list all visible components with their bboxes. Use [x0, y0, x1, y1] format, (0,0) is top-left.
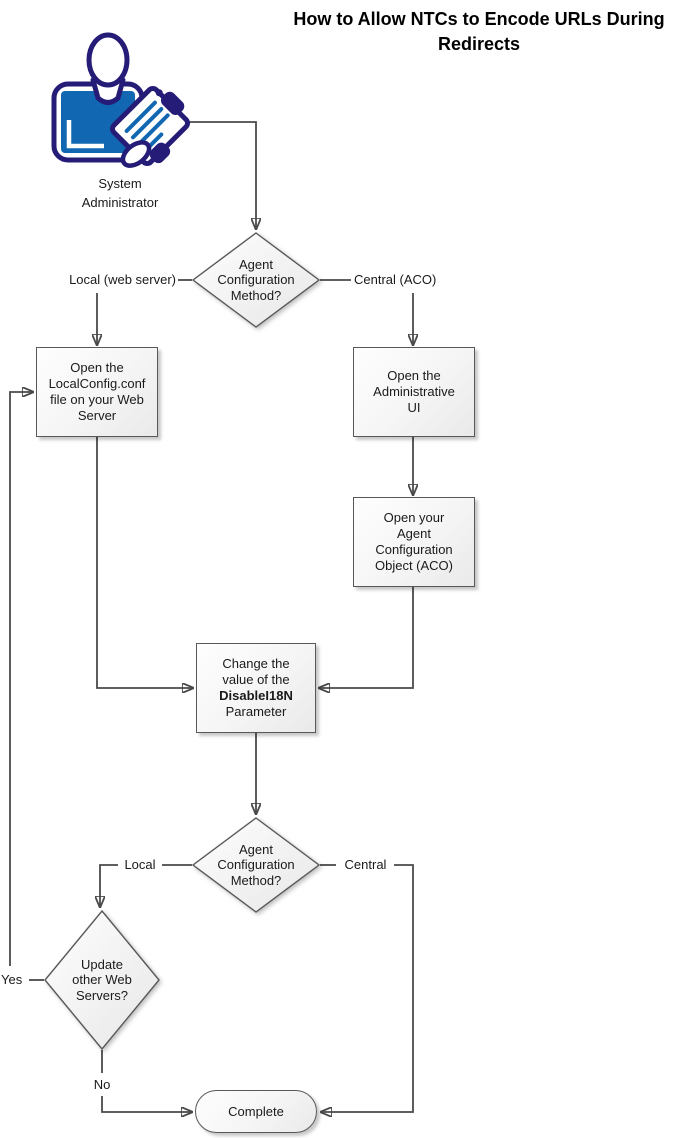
- node-label-line: Open the: [70, 360, 124, 375]
- edge-label-local-web-server: Local (web server): [69, 272, 176, 287]
- node-decision-config-method-2: [192, 817, 320, 913]
- node-label-line: UI: [407, 400, 421, 415]
- edge-label-central: Central: [344, 857, 387, 872]
- edge-label-no: No: [93, 1077, 111, 1092]
- edge-label-local: Local: [124, 857, 156, 872]
- connector-open-localconfig-to-change: [97, 437, 193, 688]
- node-label-line: file on your Web: [50, 392, 144, 407]
- actor-label-line: System: [98, 176, 142, 191]
- page-title-line: How to Allow NTCs to Encode URLs During: [293, 9, 665, 29]
- node-decision-config-method-1: [192, 232, 320, 328]
- node-label: [373, 368, 455, 416]
- node-decision-update-servers: [44, 910, 160, 1050]
- edge-label-central-aco: Central (ACO): [354, 272, 437, 287]
- node-complete: [195, 1090, 317, 1133]
- node-label: [72, 957, 132, 1004]
- page-title: [259, 7, 699, 57]
- node-label-line: Change the: [222, 656, 290, 671]
- node-label-line: Agent: [239, 256, 273, 272]
- connector-actor-to-decision1: [188, 122, 256, 229]
- connector-open-aco-to-change: [319, 587, 413, 688]
- node-label-line: Parameter: [225, 704, 287, 719]
- node-label-line: Configuration: [375, 542, 453, 557]
- node-label-line: Agent: [397, 526, 431, 541]
- system-administrator-icon: [50, 30, 190, 175]
- page-title-line: Redirects: [437, 34, 521, 54]
- node-label-line: Servers?: [75, 987, 129, 1003]
- node-label-line: Server: [77, 408, 117, 423]
- node-label: Complete: [228, 1103, 284, 1119]
- node-label: [375, 510, 453, 574]
- connector-central-label-to-complete: [321, 865, 413, 1112]
- node-label: [49, 360, 146, 424]
- node-label-line: Administrative: [373, 384, 455, 399]
- connector-no-label-to-complete: [102, 1096, 192, 1112]
- node-label-line-bold: DisableI18N: [219, 688, 293, 703]
- node-label-line: other Web: [72, 972, 132, 988]
- node-label: [219, 656, 293, 720]
- edge-label-yes: Yes: [1, 972, 23, 987]
- connector-local-label-to-decision3: [100, 865, 118, 907]
- node-label-line: Configuration: [217, 857, 295, 873]
- actor-label-line: Administrator: [81, 195, 159, 210]
- node-label-line: Update: [81, 956, 123, 972]
- actor-label: [50, 174, 190, 212]
- node-label-line: value of the: [222, 672, 290, 687]
- node-label-line: Agent: [239, 841, 273, 857]
- node-label-line: Open the: [387, 368, 441, 383]
- node-open-admin-ui: [353, 347, 475, 437]
- node-label-line: Configuration: [217, 272, 295, 288]
- node-open-localconfig: [36, 347, 158, 437]
- node-change-disablei18n: [196, 643, 316, 733]
- node-label-line: Method?: [230, 872, 282, 888]
- node-label-line: Open your: [383, 510, 445, 525]
- node-label-line: Method?: [230, 287, 282, 303]
- node-label-line: LocalConfig.conf: [48, 376, 146, 391]
- node-open-aco: [353, 497, 475, 587]
- person-clipboard-icon: [50, 30, 190, 175]
- node-label: [217, 842, 294, 889]
- connector-yes-loop-to-open-localconfig: [10, 392, 33, 966]
- node-label: [217, 257, 294, 304]
- node-label-line: Object (ACO): [374, 558, 453, 573]
